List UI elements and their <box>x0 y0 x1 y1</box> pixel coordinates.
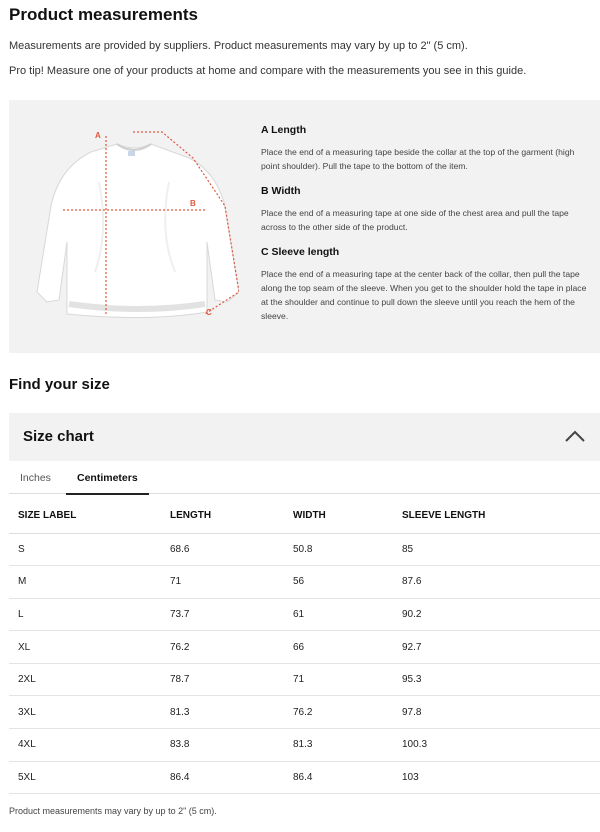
table-row <box>9 566 600 599</box>
size-cell: 2XL <box>9 663 161 696</box>
size-table <box>9 499 600 794</box>
size-chart-accordion-header[interactable] <box>9 413 600 461</box>
sleeve-cell: 87.6 <box>393 566 600 599</box>
length-instruction: Place the end of a measuring tape beside the collar at the top of the garment (high point shoulder). Pull the tape to the bottom of the item. <box>261 147 575 171</box>
sweatshirt-diagram <box>29 122 239 332</box>
length-cell: 86.4 <box>161 761 284 794</box>
length-cell: 76.2 <box>161 631 284 664</box>
marker-a: A <box>95 131 101 140</box>
unit-tabs <box>9 462 600 494</box>
table-row <box>9 631 600 664</box>
size-cell: L <box>9 598 161 631</box>
tab-inches[interactable]: Inches <box>20 472 51 484</box>
table-row <box>9 761 600 794</box>
sleeve-cell: 97.8 <box>393 696 600 729</box>
marker-b: B <box>190 199 196 208</box>
length-cell: 83.8 <box>161 729 284 762</box>
header-length: LENGTH <box>161 499 284 533</box>
header-sleeve-length: SLEEVE LENGTH <box>393 499 600 533</box>
size-cell: M <box>9 566 161 599</box>
sweatshirt-illustration <box>29 122 239 332</box>
width-cell: 86.4 <box>284 761 393 794</box>
width-cell: 76.2 <box>284 696 393 729</box>
measurement-instructions <box>261 124 593 335</box>
header-size-label: SIZE LABEL <box>9 499 161 533</box>
tab-centimeters[interactable]: Centimeters <box>66 462 149 495</box>
table-row <box>9 729 600 762</box>
sleeve-length-title: C Sleeve length <box>261 246 340 258</box>
width-cell: 71 <box>284 663 393 696</box>
length-cell: 71 <box>161 566 284 599</box>
width-title: B Width <box>261 185 301 197</box>
length-cell: 78.7 <box>161 663 284 696</box>
sleeve-cell: 103 <box>393 761 600 794</box>
width-cell: 56 <box>284 566 393 599</box>
width-cell: 66 <box>284 631 393 664</box>
length-cell: 81.3 <box>161 696 284 729</box>
table-header-row <box>9 499 600 533</box>
length-cell: 73.7 <box>161 598 284 631</box>
length-title: A Length <box>261 124 307 136</box>
size-cell: 3XL <box>9 696 161 729</box>
sleeve-cell: 100.3 <box>393 729 600 762</box>
sleeve-length-instruction: Place the end of a measuring tape at the center back of the collar, then pull the tape along the top seam of the sleeve. When you get to the shoulder hold the tape in place at the shoulder and continue to pull down the sleeve until you reach the hem of the sleeve. <box>261 269 587 321</box>
tag-label <box>128 151 135 156</box>
page-title: Product measurements <box>9 5 198 24</box>
width-instruction: Place the end of a measuring tape at one side of the chest area and pull the tape across to the other side of the product. <box>261 208 569 232</box>
table-row <box>9 663 600 696</box>
sleeve-cell: 85 <box>393 533 600 566</box>
size-cell: 4XL <box>9 729 161 762</box>
marker-c: C <box>206 308 212 317</box>
sleeve-cell: 92.7 <box>393 631 600 664</box>
width-cell: 81.3 <box>284 729 393 762</box>
header-width: WIDTH <box>284 499 393 533</box>
intro-text-suppliers: Measurements are provided by suppliers. Product measurements may vary by up to 2" (5 cm). <box>9 40 468 52</box>
chevron-up-icon[interactable] <box>564 428 586 444</box>
find-your-size-heading: Find your size <box>9 376 110 393</box>
sweatshirt-body <box>37 144 239 318</box>
table-row <box>9 533 600 566</box>
length-cell: 68.6 <box>161 533 284 566</box>
size-cell: 5XL <box>9 761 161 794</box>
size-cell: XL <box>9 631 161 664</box>
intro-text-pro-tip: Pro tip! Measure one of your products at home and compare with the measurements you see in this guide. <box>9 65 527 77</box>
table-row <box>9 598 600 631</box>
sleeve-cell: 95.3 <box>393 663 600 696</box>
width-cell: 50.8 <box>284 533 393 566</box>
footer-note: Product measurements may vary by up to 2" (5 cm). <box>9 806 217 816</box>
size-chart-title: Size chart <box>23 428 94 445</box>
table-row <box>9 696 600 729</box>
size-cell: S <box>9 533 161 566</box>
width-cell: 61 <box>284 598 393 631</box>
sleeve-cell: 90.2 <box>393 598 600 631</box>
measurement-guide-panel <box>9 100 600 353</box>
